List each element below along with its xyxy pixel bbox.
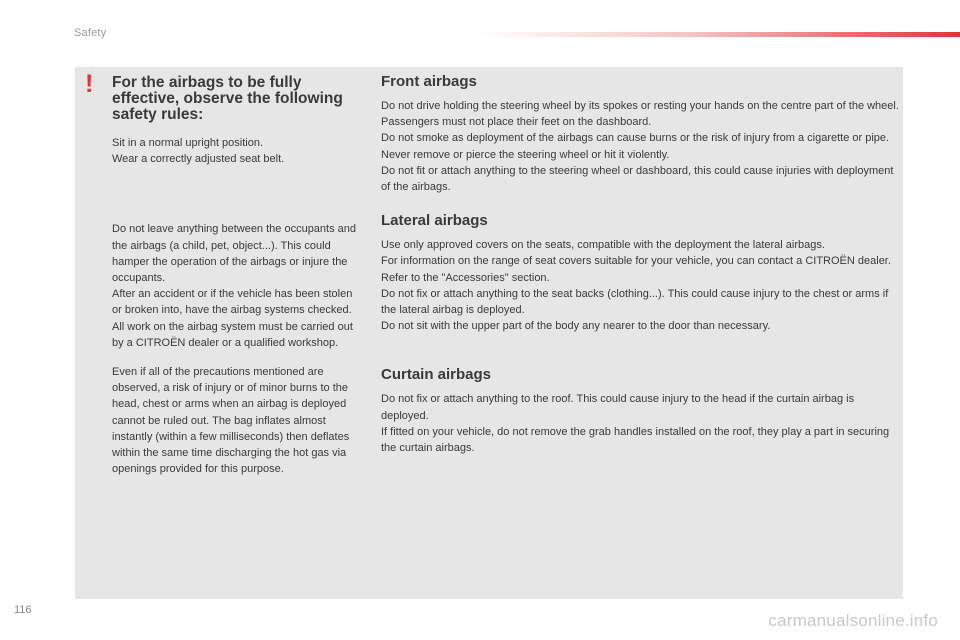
curtain-airbags-title: Curtain airbags — [381, 366, 492, 384]
curtain-airbags-section — [381, 366, 901, 456]
curtain-airbags-body: Do not fix or attach anything to the roof. This could cause injury to the head if the curtain airbag is deployed. If fitted on your vehicle, do not remove the grab handles installed on the roof, they play a part in securing the curtain airbags. — [381, 393, 890, 455]
header-accent-bar — [478, 32, 960, 37]
airbag-sections — [381, 73, 901, 456]
front-airbags-body: Do not drive holding the steering wheel by its spokes or resting your hands on the centre part of the wheel. Passengers must not place their feet on the dashboard. Do not smoke as deployment of the airbags can cause burns or the risk of injury from a cigarette or pipe. Never remove or pierce the steering wheel or hit it violently. Do not fit or attach anything to the steering wheel or dashboard, this could cause injuries with deployment of the airbags. — [381, 100, 899, 194]
warning-paragraph-2: Do not leave anything between the occupants and the airbags (a child, pet, object...). This could hamper the operation of the airbags or injure the occupants. After an accident or if the vehicle has been stolen or broken into, have the airbag systems checked. All work on the airbag system must be carried out by a CITROËN dealer or a qualified workshop. — [112, 223, 357, 349]
front-airbags-title: Front airbags — [381, 73, 477, 90]
lateral-airbags-section — [381, 212, 901, 334]
warning-paragraph-1: Sit in a normal upright position. Wear a correctly adjusted seat belt. — [112, 137, 285, 166]
section-header: Safety — [74, 27, 107, 39]
front-airbags-section — [381, 73, 901, 195]
lateral-airbags-body: Use only approved covers on the seats, compatible with the deployment the lateral airbags. For information on the range of seat covers suitable for your vehicle, you can contact a CITROËN dealer. Refer to the "Accessories" section. Do not fix or attach anything to the seat backs (clothing...). This could cause injury to the chest or arms if the lateral airbag is deployed. Do not sit with the upper part of the body any nearer to the door than necessary. — [381, 239, 891, 333]
warning-column — [112, 75, 360, 477]
warning-paragraph-3: Even if all of the precautions mentioned are observed, a risk of injury or of minor burns to the head, chest or arms when an airbag is deployed cannot be ruled out. The bag inflates almost instantly (within a few milliseconds) then deflates within the same time discharging the hot gas via openings provided for this purpose. — [112, 366, 350, 476]
page-number: 116 — [14, 604, 32, 616]
warning-title: For the airbags to be fully effective, observe the following safety rules: — [112, 74, 343, 123]
watermark: carmanualsonline.info — [768, 611, 938, 630]
lateral-airbags-title: Lateral airbags — [381, 212, 488, 230]
warning-icon: ! — [85, 70, 94, 98]
